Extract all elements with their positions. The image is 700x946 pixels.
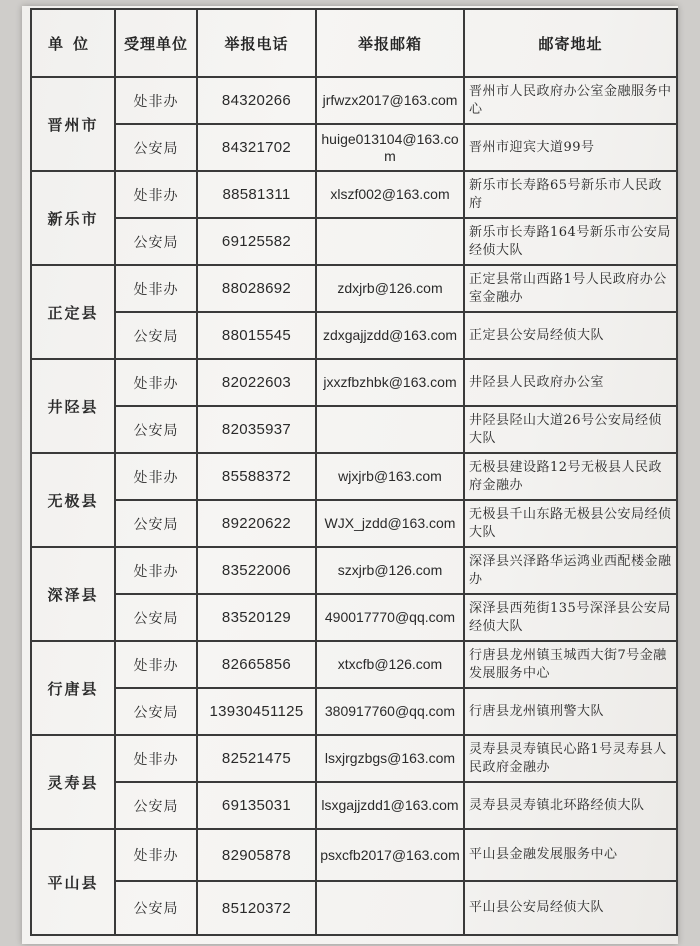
email-cell: WJX_jzdd@163.com — [316, 500, 464, 547]
agency-cell: 处非办 — [115, 829, 197, 881]
phone-cell: 82035937 — [197, 406, 316, 453]
agency-cell: 公安局 — [115, 782, 197, 829]
addr-cell: 新乐市长寿路65号新乐市人民政府 — [464, 171, 677, 218]
email-cell: xtxcfb@126.com — [316, 641, 464, 688]
email-cell: 490017770@qq.com — [316, 594, 464, 641]
agency-cell: 处非办 — [115, 265, 197, 312]
addr-cell: 平山县金融发展服务中心 — [464, 829, 677, 881]
addr-cell: 行唐县龙州镇玉城西大街7号金融发展服务中心 — [464, 641, 677, 688]
agency-cell: 公安局 — [115, 124, 197, 171]
table-row — [31, 881, 677, 935]
email-cell: zdxjrb@126.com — [316, 265, 464, 312]
agency-cell: 公安局 — [115, 594, 197, 641]
addr-cell: 井陉县人民政府办公室 — [464, 359, 677, 406]
email-cell — [316, 218, 464, 265]
unit-cell: 行唐县 — [31, 641, 115, 735]
table-row — [31, 406, 677, 453]
document-page — [22, 6, 678, 944]
phone-cell: 82665856 — [197, 641, 316, 688]
addr-cell: 灵寿县灵寿镇北环路经侦大队 — [464, 782, 677, 829]
header-address: 邮寄地址 — [464, 9, 677, 77]
table-header-row — [31, 9, 677, 77]
email-cell: jxxzfbzhbk@163.com — [316, 359, 464, 406]
table-row — [31, 782, 677, 829]
unit-cell: 晋州市 — [31, 77, 115, 171]
email-cell: huige013104@163.com — [316, 124, 464, 171]
phone-cell: 84321702 — [197, 124, 316, 171]
email-cell: wjxjrb@163.com — [316, 453, 464, 500]
header-phone: 举报电话 — [197, 9, 316, 77]
addr-cell: 无极县建设路12号无极县人民政府金融办 — [464, 453, 677, 500]
table-row — [31, 171, 677, 218]
email-cell: xlszf002@163.com — [316, 171, 464, 218]
agency-cell: 处非办 — [115, 453, 197, 500]
agency-cell: 处非办 — [115, 171, 197, 218]
unit-cell: 井陉县 — [31, 359, 115, 453]
table-row — [31, 547, 677, 594]
unit-cell: 正定县 — [31, 265, 115, 359]
agency-cell: 公安局 — [115, 312, 197, 359]
addr-cell: 井陉县陉山大道26号公安局经侦大队 — [464, 406, 677, 453]
unit-cell: 新乐市 — [31, 171, 115, 265]
agency-cell: 处非办 — [115, 547, 197, 594]
phone-cell: 85120372 — [197, 881, 316, 935]
unit-cell: 灵寿县 — [31, 735, 115, 829]
table-row — [31, 829, 677, 881]
addr-cell: 晋州市迎宾大道99号 — [464, 124, 677, 171]
email-cell: 380917760@qq.com — [316, 688, 464, 735]
phone-cell: 82022603 — [197, 359, 316, 406]
table-row — [31, 453, 677, 500]
agency-cell: 公安局 — [115, 881, 197, 935]
email-cell: lsxgajjzdd1@163.com — [316, 782, 464, 829]
table-row — [31, 735, 677, 782]
table-row — [31, 359, 677, 406]
unit-cell: 平山县 — [31, 829, 115, 935]
phone-cell: 88581311 — [197, 171, 316, 218]
header-agency: 受理单位 — [115, 9, 197, 77]
email-cell: jrfwzx2017@163.com — [316, 77, 464, 124]
agency-cell: 公安局 — [115, 218, 197, 265]
addr-cell: 行唐县龙州镇刑警大队 — [464, 688, 677, 735]
agency-cell: 处非办 — [115, 735, 197, 782]
addr-cell: 正定县公安局经侦大队 — [464, 312, 677, 359]
email-cell — [316, 881, 464, 935]
addr-cell: 深泽县西苑街135号深泽县公安局经侦大队 — [464, 594, 677, 641]
phone-cell: 88015545 — [197, 312, 316, 359]
phone-cell: 69135031 — [197, 782, 316, 829]
agency-cell: 公安局 — [115, 500, 197, 547]
table-row — [31, 641, 677, 688]
addr-cell: 深泽县兴泽路华运鸿业西配楼金融办 — [464, 547, 677, 594]
email-cell — [316, 406, 464, 453]
header-unit: 单位 — [31, 9, 115, 77]
agency-cell: 处非办 — [115, 77, 197, 124]
email-cell: psxcfb2017@163.com — [316, 829, 464, 881]
addr-cell: 灵寿县灵寿镇民心路1号灵寿县人民政府金融办 — [464, 735, 677, 782]
phone-cell: 69125582 — [197, 218, 316, 265]
phone-cell: 84320266 — [197, 77, 316, 124]
unit-cell: 无极县 — [31, 453, 115, 547]
phone-cell: 83520129 — [197, 594, 316, 641]
email-cell: szxjrb@126.com — [316, 547, 464, 594]
table-row — [31, 594, 677, 641]
table-row — [31, 500, 677, 547]
addr-cell: 新乐市长寿路164号新乐市公安局经侦大队 — [464, 218, 677, 265]
table-row — [31, 312, 677, 359]
table-row — [31, 124, 677, 171]
phone-cell: 85588372 — [197, 453, 316, 500]
addr-cell: 正定县常山西路1号人民政府办公室金融办 — [464, 265, 677, 312]
phone-cell: 89220622 — [197, 500, 316, 547]
table-row — [31, 77, 677, 124]
table-row — [31, 265, 677, 312]
phone-cell: 82905878 — [197, 829, 316, 881]
email-cell: lsxjrgzbgs@163.com — [316, 735, 464, 782]
addr-cell: 晋州市人民政府办公室金融服务中心 — [464, 77, 677, 124]
table-row — [31, 688, 677, 735]
phone-cell: 13930451125 — [197, 688, 316, 735]
header-email: 举报邮箱 — [316, 9, 464, 77]
agency-cell: 处非办 — [115, 359, 197, 406]
phone-cell: 83522006 — [197, 547, 316, 594]
table-body — [31, 77, 677, 935]
table-row — [31, 218, 677, 265]
phone-cell: 82521475 — [197, 735, 316, 782]
phone-cell: 88028692 — [197, 265, 316, 312]
addr-cell: 无极县千山东路无极县公安局经侦大队 — [464, 500, 677, 547]
email-cell: zdxgajjzdd@163.com — [316, 312, 464, 359]
addr-cell: 平山县公安局经侦大队 — [464, 881, 677, 935]
unit-cell: 深泽县 — [31, 547, 115, 641]
agency-cell: 公安局 — [115, 688, 197, 735]
agency-cell: 公安局 — [115, 406, 197, 453]
agency-cell: 处非办 — [115, 641, 197, 688]
report-contact-table — [30, 8, 678, 936]
